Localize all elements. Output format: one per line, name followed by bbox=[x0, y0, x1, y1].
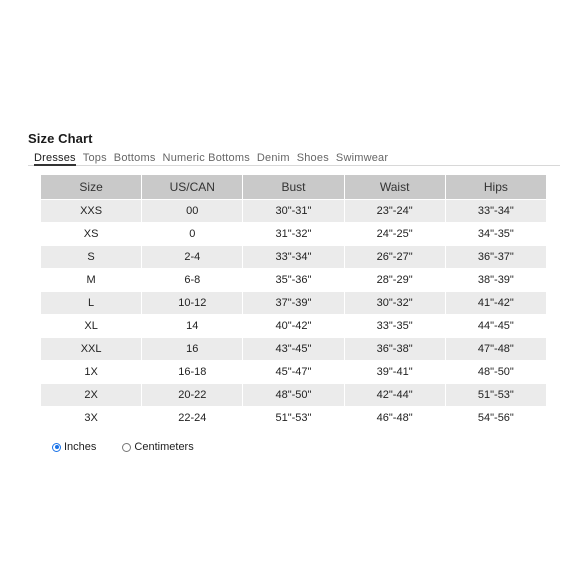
table-cell: 31"-32" bbox=[243, 223, 344, 246]
table-cell: 26"-27" bbox=[344, 246, 445, 269]
table-cell: 2X bbox=[41, 384, 142, 407]
table-cell: 14 bbox=[142, 315, 243, 338]
table-cell: 33"-34" bbox=[445, 200, 546, 223]
radio-button-icon[interactable] bbox=[52, 443, 61, 452]
table-cell: 28"-29" bbox=[344, 269, 445, 292]
table-cell: XL bbox=[41, 315, 142, 338]
table-cell: 33"-35" bbox=[344, 315, 445, 338]
tab-shoes[interactable]: Shoes bbox=[296, 152, 329, 164]
table-cell: 35"-36" bbox=[243, 269, 344, 292]
size-table bbox=[40, 174, 547, 430]
table-cell: 33"-34" bbox=[243, 246, 344, 269]
column-header: Hips bbox=[445, 175, 546, 200]
tab-bottoms[interactable]: Bottoms bbox=[113, 152, 156, 164]
table-cell: 6-8 bbox=[142, 269, 243, 292]
table-cell: 48"-50" bbox=[243, 384, 344, 407]
table-cell: 16-18 bbox=[142, 361, 243, 384]
table-cell: XS bbox=[41, 223, 142, 246]
radio-inches[interactable] bbox=[52, 441, 96, 453]
table-row bbox=[41, 384, 547, 407]
tab-numeric-bottoms[interactable]: Numeric Bottoms bbox=[162, 152, 250, 164]
size-chart-panel bbox=[28, 131, 560, 166]
table-row bbox=[41, 269, 547, 292]
table-cell: 43"-45" bbox=[243, 338, 344, 361]
table-row bbox=[41, 361, 547, 384]
column-header: Size bbox=[41, 175, 142, 200]
tab-swimwear[interactable]: Swimwear bbox=[335, 152, 389, 164]
table-cell: 45"-47" bbox=[243, 361, 344, 384]
table-cell: 0 bbox=[142, 223, 243, 246]
table-cell: S bbox=[41, 246, 142, 269]
table-cell: 1X bbox=[41, 361, 142, 384]
table-cell: 22-24 bbox=[142, 407, 243, 430]
table-cell: 30"-32" bbox=[344, 292, 445, 315]
table-cell: 54"-56" bbox=[445, 407, 546, 430]
unit-selector bbox=[52, 441, 220, 453]
table-cell: 39"-41" bbox=[344, 361, 445, 384]
category-tabs bbox=[28, 149, 560, 166]
table-cell: 24"-25" bbox=[344, 223, 445, 246]
table-cell: L bbox=[41, 292, 142, 315]
table-cell: 3X bbox=[41, 407, 142, 430]
column-header: US/CAN bbox=[142, 175, 243, 200]
table-cell: XXL bbox=[41, 338, 142, 361]
table-row bbox=[41, 315, 547, 338]
radio-button-icon[interactable] bbox=[122, 443, 131, 452]
radio-label: Centimeters bbox=[134, 441, 194, 453]
table-row bbox=[41, 407, 547, 430]
table-cell: 10-12 bbox=[142, 292, 243, 315]
table-cell: 36"-37" bbox=[445, 246, 546, 269]
table-row bbox=[41, 200, 547, 223]
table-cell: 2-4 bbox=[142, 246, 243, 269]
size-table-body bbox=[41, 200, 547, 430]
tab-tops[interactable]: Tops bbox=[82, 152, 107, 164]
table-cell: 41"-42" bbox=[445, 292, 546, 315]
size-chart-title: Size Chart bbox=[28, 131, 93, 146]
table-cell: 42"-44" bbox=[344, 384, 445, 407]
table-cell: 00 bbox=[142, 200, 243, 223]
column-header: Waist bbox=[344, 175, 445, 200]
radio-centimeters[interactable] bbox=[122, 441, 193, 453]
table-cell: 47"-48" bbox=[445, 338, 546, 361]
table-cell: 30"-31" bbox=[243, 200, 344, 223]
table-cell: 16 bbox=[142, 338, 243, 361]
table-header-row bbox=[41, 175, 547, 200]
radio-label: Inches bbox=[64, 441, 97, 453]
table-cell: 51"-53" bbox=[243, 407, 344, 430]
table-cell: XXS bbox=[41, 200, 142, 223]
table-cell: 51"-53" bbox=[445, 384, 546, 407]
table-cell: 37"-39" bbox=[243, 292, 344, 315]
column-header: Bust bbox=[243, 175, 344, 200]
tab-dresses[interactable]: Dresses bbox=[34, 152, 76, 164]
table-cell: 34"-35" bbox=[445, 223, 546, 246]
table-cell: 23"-24" bbox=[344, 200, 445, 223]
tab-denim[interactable]: Denim bbox=[256, 152, 290, 164]
table-row bbox=[41, 223, 547, 246]
table-cell: M bbox=[41, 269, 142, 292]
table-cell: 36"-38" bbox=[344, 338, 445, 361]
table-cell: 46"-48" bbox=[344, 407, 445, 430]
table-row bbox=[41, 292, 547, 315]
table-cell: 20-22 bbox=[142, 384, 243, 407]
table-row bbox=[41, 338, 547, 361]
table-cell: 40"-42" bbox=[243, 315, 344, 338]
table-cell: 38"-39" bbox=[445, 269, 546, 292]
table-cell: 48"-50" bbox=[445, 361, 546, 384]
table-cell: 44"-45" bbox=[445, 315, 546, 338]
table-row bbox=[41, 246, 547, 269]
